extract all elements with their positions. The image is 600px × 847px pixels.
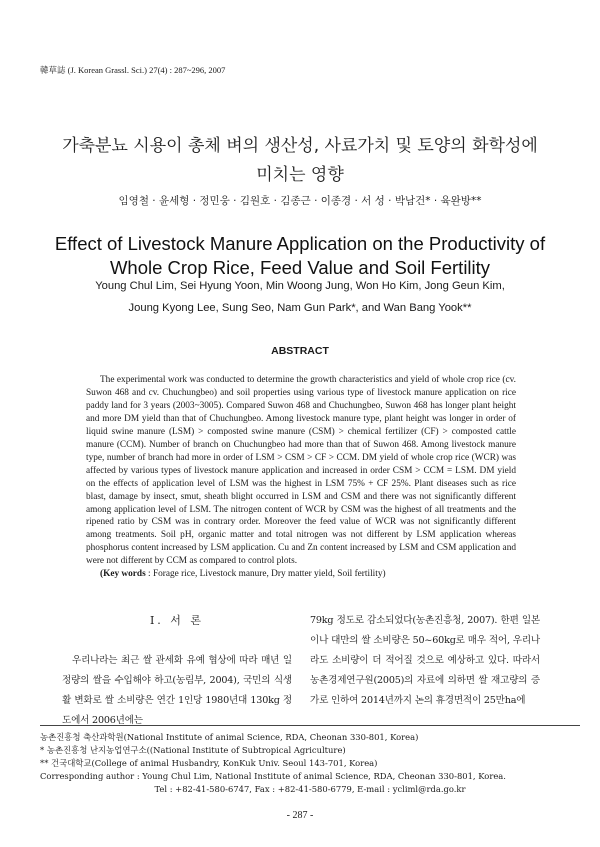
korean-authors: 임영철 · 윤세형 · 정민웅 · 김원호 · 김종근 · 이종경 · 서 성 · 박남건* · 육완방** [118,195,482,207]
intro-right-column [310,611,540,711]
page-number: - 287 - [286,810,314,821]
english-authors-line-1: Young Chul Lim, Sei Hyung Yoon, Min Woong Jung, Won Ho Kim, Jong Geun Kim, [95,280,505,292]
footnotes [40,731,580,796]
intro-paragraph-left: 우리나라는 최근 쌀 관세화 유예 협상에 따라 매년 일정량의 쌀을 수입해야 하고(농림부, 2004), 국민의 식생활 변화로 쌀 소비량은 연간 1인당 1980년대 130kg 정도에서 2006년에는 [62,655,292,726]
korean-title-line-1: 가축분뇨 시용이 총체 벼의 생산성, 사료가치 및 토양의 화학성에 [62,136,538,156]
korean-title-line-2: 미치는 영향 [256,165,344,185]
abstract-text: The experimental work was conducted to determine the growth characteristics and yield of whole crop rice (cv. Suwon 468 and cv. Chuchungbeo) and soil properties using various type of livestock manure application on rice paddy land for 3 years (2003~3005). Compared Suwon 468 and Chuchungbeo, Suwon 468 has longer plant height and more DM yield than that of Chuchungbeo. Among livestock manure type, plant height was longer in order of liquid swine manure (LSM) > composted swine manure (CSM) > chemical fertilizer (CF) > composted cattle manure (CCM). Number of branch on Chuchungbeo had more than that of Suwon 468. Among livestock manure type, number of branch had more in order of LSM > CSM > CF > CCM. DM yield of whole crop rice (WCR) was affected by various types of livestock manure application and increased in order CSM > CCM = LSM. DM yield on the effects of application level of LSM was the highest in LSM 75% + CF 25%. Plant diseases such as rice blast, damage by insect, smut, sheath blight occurred in LSM and CSM and there was not significantly different among application level of LSM. The nitrogen content of WCR by CSM was the highest of all treatments and the ripened ratio by CSM was in contrary order. Moreover the feed value of WCR was not significantly different among treatments. Soil pH, organic matter and total nitrogen was not different by LSM application whereas phosphorus content increased by LSM application. Cu and Zn content increased by LSM and CSM application and were not different by CCM as compared to control plots. [86,375,516,567]
abstract-heading: ABSTRACT [271,345,329,357]
keywords-label: (Key words [100,569,146,580]
english-title-line-2: Whole Crop Rice, Feed Value and Soil Fertility [109,257,491,278]
footnote-divider [40,725,580,726]
keywords-text: : Forage rice, Livestock manure, Dry matter yield, Soil fertility) [145,569,386,580]
english-title-line-1: Effect of Livestock Manure Application on the Productivity of [54,233,546,254]
intro-left-column [62,611,292,731]
intro-paragraph-right: 79kg 정도로 감소되었다(농촌진흥청, 2007). 한편 일본이나 대만의 쌀 소비량은 50~60kg로 매우 적어, 우리나라도 소비량이 더 적어질 것으로 예상하고 있다. 따라서 농촌경제연구원(2005)의 자료에 의하면 쌀 재고량의 증가로 인하여 2014년까지 논의 휴경면적이 25만ha에 [310,615,540,706]
footnote-affiliation-2: * 농촌진흥청 난지농업연구소((National Institute of Subtropical Agriculture) [40,745,346,755]
footnote-affiliation-3: ** 건국대학교(College of animal Husbandry, KonKuk Univ. Seoul 143-701, Korea) [40,758,378,768]
abstract-body [86,374,516,581]
footnote-corresponding-author: Corresponding author : Young Chul Lim, National Institute of animal Science, RDA, Cheonan 330-801, Korea. [40,771,506,781]
footnote-affiliation-1: 농촌진흥청 축산과학원(National Institute of animal Science, RDA, Cheonan 330-801, Korea) [40,732,419,742]
footnote-contact: Tel : +82-41-580-6747, Fax : +82-41-580-6779, E-mail : ycliml@rda.go.kr [154,784,466,794]
keywords [86,568,516,581]
english-authors-line-2: Joung Kyong Lee, Sung Seo, Nam Gun Park*, and Wan Bang Yook** [128,302,472,314]
section-heading-introduction: Ⅰ. 서 론 [149,614,205,627]
journal-citation: 韓草誌 (J. Korean Grassl. Sci.) 27(4) : 287~296, 2007 [40,65,226,75]
